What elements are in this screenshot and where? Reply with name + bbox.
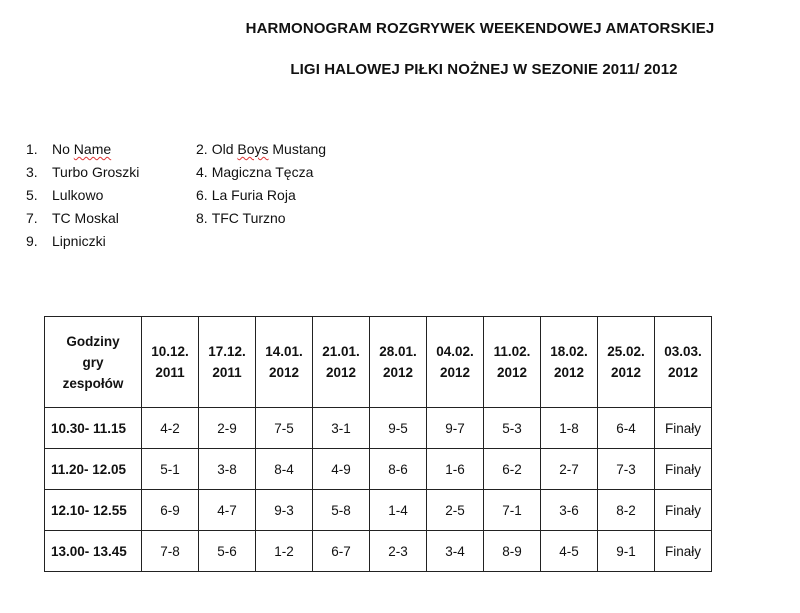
team-name: La Furia Roja [211,187,296,203]
time-slot-cell: 10.30- 11.15 [45,408,142,449]
match-cell: Finały [655,531,712,572]
match-cell: Finały [655,408,712,449]
time-slot-cell: 11.20- 12.05 [45,449,142,490]
table-row [45,490,712,531]
match-cell: 6-4 [598,408,655,449]
match-cell: Finały [655,449,712,490]
team-name: No Name [52,141,112,157]
match-cell: Finały [655,490,712,531]
team-name: Lipniczki [52,233,106,249]
header-date: 21.01. 2012 [313,317,370,408]
match-cell: 8-2 [598,490,655,531]
match-cell: 3-8 [199,449,256,490]
match-cell: 2-7 [541,449,598,490]
match-cell: 5-6 [199,531,256,572]
header-date: 25.02. 2012 [598,317,655,408]
header-hours: Godziny gry zespołów [45,317,142,408]
team-item: 6. La Furia Roja [196,187,296,203]
header-date: 18.02. 2012 [541,317,598,408]
team-item: 1. No Name [26,141,112,157]
table-row [45,531,712,572]
match-cell: 1-4 [370,490,427,531]
match-cell: 8-9 [484,531,541,572]
match-cell: 4-9 [313,449,370,490]
match-cell: 5-1 [142,449,199,490]
match-cell: 3-1 [313,408,370,449]
match-cell: 5-3 [484,408,541,449]
match-cell: 2-5 [427,490,484,531]
match-cell: 1-6 [427,449,484,490]
match-cell: 7-8 [142,531,199,572]
time-slot-cell: 13.00- 13.45 [45,531,142,572]
header-date: 03.03. 2012 [655,317,712,408]
match-cell: 9-5 [370,408,427,449]
team-item: 2. Old Boys Mustang [196,141,327,157]
match-cell: 7-3 [598,449,655,490]
match-cell: 7-5 [256,408,313,449]
schedule-table [44,316,712,572]
header-date: 04.02. 2012 [427,317,484,408]
team-name: TFC Turzno [211,210,286,226]
header-date: 10.12. 2011 [142,317,199,408]
header-date: 11.02. 2012 [484,317,541,408]
table-row [45,408,712,449]
match-cell: 7-1 [484,490,541,531]
table-row [45,449,712,490]
team-item: 5. Lulkowo [26,187,104,203]
team-name: Lulkowo [52,187,104,203]
team-item: 3. Turbo Groszki [26,164,140,180]
match-cell: 6-2 [484,449,541,490]
team-name: Turbo Groszki [52,164,140,180]
team-item: 9. Lipniczki [26,233,106,249]
team-item: 4. Magiczna Tęcza [196,164,314,180]
match-cell: 9-1 [598,531,655,572]
team-item: 8. TFC Turzno [196,210,286,226]
team-name: TC Moskal [52,210,119,226]
header-date: 28.01. 2012 [370,317,427,408]
title-line-2: LIGI HALOWEJ PIŁKI NOŻNEJ W SEZONIE 2011/ 2012 [290,61,678,78]
header-date: 17.12. 2011 [199,317,256,408]
team-name: Old Boys Mustang [211,141,327,157]
team-name: Magiczna Tęcza [211,164,314,180]
match-cell: 2-9 [199,408,256,449]
match-cell: 6-9 [142,490,199,531]
header-date: 14.01. 2012 [256,317,313,408]
match-cell: 4-5 [541,531,598,572]
match-cell: 3-4 [427,531,484,572]
match-cell: 1-8 [541,408,598,449]
match-cell: 8-4 [256,449,313,490]
time-slot-cell: 12.10- 12.55 [45,490,142,531]
match-cell: 1-2 [256,531,313,572]
match-cell: 9-7 [427,408,484,449]
match-cell: 4-2 [142,408,199,449]
match-cell: 2-3 [370,531,427,572]
title-line-1: HARMONOGRAM ROZGRYWEK WEEKENDOWEJ AMATORSKIEJ [245,20,715,37]
match-cell: 8-6 [370,449,427,490]
table-header-row [45,317,712,408]
team-item: 7. TC Moskal [26,210,119,226]
match-cell: 4-7 [199,490,256,531]
match-cell: 3-6 [541,490,598,531]
match-cell: 6-7 [313,531,370,572]
match-cell: 5-8 [313,490,370,531]
match-cell: 9-3 [256,490,313,531]
